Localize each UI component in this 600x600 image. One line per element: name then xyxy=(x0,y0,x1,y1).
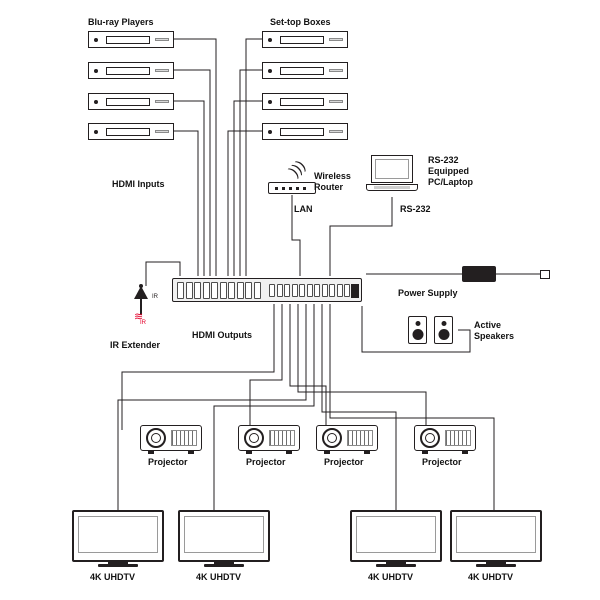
tv-screen xyxy=(456,516,536,553)
projector-vents xyxy=(269,430,295,446)
wireless-router xyxy=(268,182,316,194)
projector-foot xyxy=(246,451,252,454)
ir-cone-icon xyxy=(134,286,148,299)
rs232-pc-laptop xyxy=(366,155,418,197)
projector-3-label: Projector xyxy=(324,457,364,467)
blu-ray-player-4 xyxy=(88,123,174,140)
hdmi-input-port-3 xyxy=(194,282,201,299)
projector-foot xyxy=(148,451,154,454)
projector-lens-inner xyxy=(249,433,259,443)
projector-3 xyxy=(316,425,378,455)
projector-foot xyxy=(324,451,330,454)
set-top-box-2 xyxy=(262,62,348,79)
front-panel xyxy=(280,128,324,136)
active-speaker-left xyxy=(408,316,427,344)
projector-foot xyxy=(422,451,428,454)
projector-foot xyxy=(364,451,370,454)
tv-screen xyxy=(184,516,264,553)
power-supply-label: Power Supply xyxy=(398,288,458,298)
hdmi-inputs-label: HDMI Inputs xyxy=(112,179,165,189)
projector-4-label: Projector xyxy=(422,457,462,467)
tweeter-icon xyxy=(415,321,420,326)
display-slot xyxy=(329,100,343,103)
projector-vents xyxy=(347,430,373,446)
active-speakers-label-line1: Active xyxy=(474,320,502,330)
blu-ray-players-label: Blu-ray Players xyxy=(88,17,154,27)
uhdtv-1-label: 4K UHDTV xyxy=(90,572,136,582)
hdmi-outputs-label: HDMI Outputs xyxy=(192,330,252,340)
projector-foot xyxy=(462,451,468,454)
tv-screen xyxy=(78,516,158,553)
display-slot xyxy=(329,69,343,72)
projector-1 xyxy=(140,425,202,455)
hdmi-output-port-7 xyxy=(314,284,320,297)
projector-1-label: Projector xyxy=(148,457,188,467)
uhdtv-3 xyxy=(350,510,442,568)
rs232-port xyxy=(337,284,343,297)
router-led-icon xyxy=(275,187,278,190)
front-panel xyxy=(280,36,324,44)
ir-extender-label: IR Extender xyxy=(110,340,161,350)
uhdtv-2-label: 4K UHDTV xyxy=(196,572,242,582)
power-led-icon xyxy=(268,100,272,104)
router-led-icon xyxy=(282,187,285,190)
set-top-box-1 xyxy=(262,31,348,48)
uhdtv-1 xyxy=(72,510,164,568)
tv-screen xyxy=(356,516,436,553)
disc-tray xyxy=(106,98,150,106)
tv-bezel xyxy=(350,510,442,562)
rs232-pc-label-line1: RS-232 xyxy=(428,155,459,165)
disc-tray xyxy=(106,36,150,44)
front-panel xyxy=(280,67,324,75)
hdmi-output-port-2 xyxy=(277,284,283,297)
tv-bezel xyxy=(450,510,542,562)
display-slot xyxy=(329,38,343,41)
woofer-icon xyxy=(438,329,449,340)
projector-lens-inner xyxy=(327,433,337,443)
uhdtv-2 xyxy=(178,510,270,568)
hdmi-matrix-switcher xyxy=(172,278,362,302)
wireless-router-label-line2: Router xyxy=(314,182,343,192)
power-supply-brick xyxy=(462,266,496,282)
laptop-screen-inner xyxy=(375,159,409,179)
hdmi-output-port-5 xyxy=(299,284,305,297)
display-slot xyxy=(155,130,169,133)
lan-port xyxy=(329,284,335,297)
display-slot xyxy=(155,69,169,72)
uhdtv-4-label: 4K UHDTV xyxy=(468,572,514,582)
projector-vents xyxy=(171,430,197,446)
hdmi-output-port-1 xyxy=(269,284,275,297)
hdmi-input-port-2 xyxy=(186,282,193,299)
hdmi-input-port-7 xyxy=(228,282,235,299)
active-speakers-label-line2: Speakers xyxy=(474,331,515,341)
power-plug-icon xyxy=(540,270,550,279)
hdmi-input-port-6 xyxy=(220,282,227,299)
router-led-icon xyxy=(289,187,292,190)
router-led-icon xyxy=(303,187,306,190)
ir-signal-icon: ≋ xyxy=(134,311,144,323)
tweeter-icon xyxy=(441,321,446,326)
rs232-pc-label-line3: PC/Laptop xyxy=(428,177,473,187)
hdmi-input-port-5 xyxy=(211,282,218,299)
hdmi-output-port-8 xyxy=(322,284,328,297)
lan-label: LAN xyxy=(294,204,313,214)
projector-4 xyxy=(414,425,476,455)
wireless-router-label-line1: Wireless xyxy=(314,171,351,181)
tv-stand-base xyxy=(376,564,416,567)
audio-out-port xyxy=(344,284,350,297)
hdmi-output-ports xyxy=(269,282,350,297)
set-top-box-3 xyxy=(262,93,348,110)
set-top-boxes-label: Set-top Boxes xyxy=(270,17,331,27)
hdmi-output-port-3 xyxy=(284,284,290,297)
power-jack xyxy=(351,284,359,298)
projector-foot xyxy=(286,451,292,454)
projector-foot xyxy=(188,451,194,454)
ir-in-label: IR xyxy=(152,294,158,300)
uhdtv-3-label: 4K UHDTV xyxy=(368,572,414,582)
hdmi-input-port-10 xyxy=(254,282,261,299)
router-led-icon xyxy=(296,187,299,190)
set-top-box-4 xyxy=(262,123,348,140)
tv-bezel xyxy=(72,510,164,562)
tv-stand-base xyxy=(98,564,138,567)
blu-ray-player-1 xyxy=(88,31,174,48)
disc-tray xyxy=(106,67,150,75)
power-led-icon xyxy=(94,100,98,104)
disc-tray xyxy=(106,128,150,136)
projector-lens-inner xyxy=(151,433,161,443)
power-led-icon xyxy=(94,69,98,73)
display-slot xyxy=(329,130,343,133)
active-speaker-right xyxy=(434,316,453,344)
woofer-icon xyxy=(412,329,423,340)
ir-extender xyxy=(126,280,166,340)
rs232-pc-label-line2: Equipped xyxy=(428,166,469,176)
tv-stand-base xyxy=(476,564,516,567)
rs232-label: RS-232 xyxy=(400,204,431,214)
power-led-icon xyxy=(94,38,98,42)
blu-ray-player-3 xyxy=(88,93,174,110)
uhdtv-4 xyxy=(450,510,542,568)
laptop-screen xyxy=(371,155,413,183)
blu-ray-player-2 xyxy=(88,62,174,79)
display-slot xyxy=(155,100,169,103)
front-panel xyxy=(280,98,324,106)
projector-2-label: Projector xyxy=(246,457,286,467)
hdmi-input-ports xyxy=(177,282,261,299)
hdmi-input-port-8 xyxy=(237,282,244,299)
projector-vents xyxy=(445,430,471,446)
display-slot xyxy=(155,38,169,41)
wifi-signal-icon: ))) xyxy=(286,157,309,180)
laptop-keyboard xyxy=(374,186,410,189)
hdmi-output-port-6 xyxy=(307,284,313,297)
hdmi-output-port-4 xyxy=(292,284,298,297)
projector-lens-inner xyxy=(425,433,435,443)
power-led-icon xyxy=(94,130,98,134)
power-led-icon xyxy=(268,69,272,73)
projector-2 xyxy=(238,425,300,455)
hdmi-input-port-9 xyxy=(245,282,252,299)
hdmi-input-port-1 xyxy=(177,282,184,299)
hdmi-input-port-4 xyxy=(203,282,210,299)
power-led-icon xyxy=(268,38,272,42)
ir-out-label: IR xyxy=(140,320,146,326)
power-led-icon xyxy=(268,130,272,134)
tv-bezel xyxy=(178,510,270,562)
tv-stand-base xyxy=(204,564,244,567)
